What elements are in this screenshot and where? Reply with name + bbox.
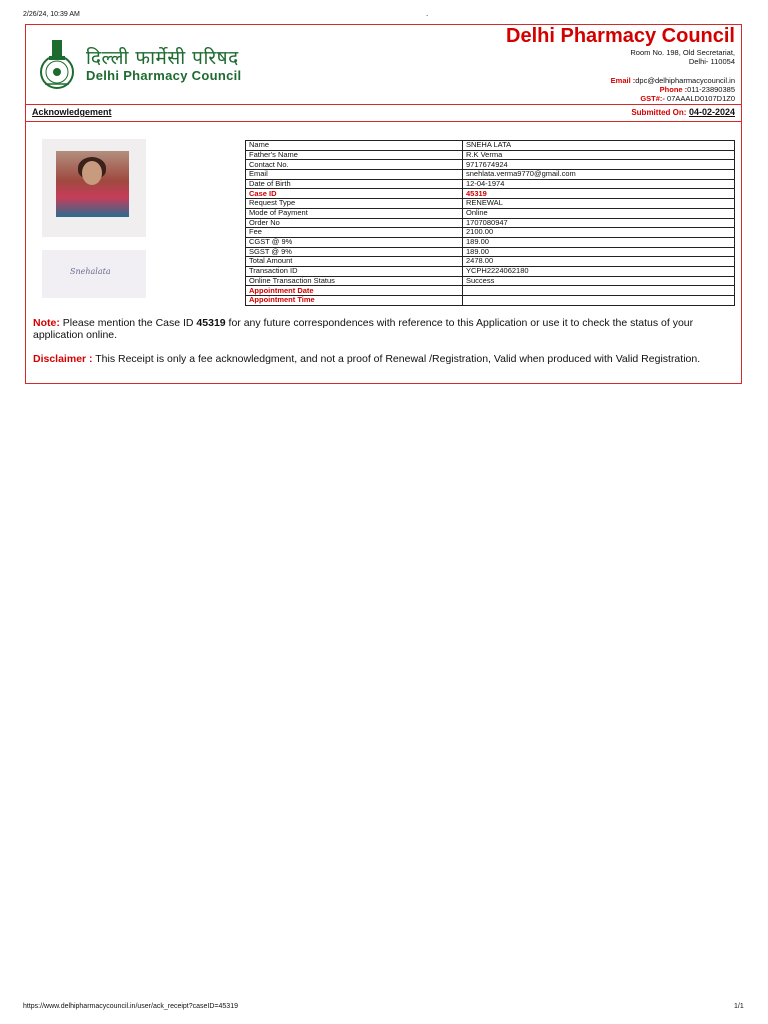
table-row [246, 179, 735, 189]
field-value: 2478.00 [463, 257, 735, 267]
table-row [246, 141, 735, 151]
details-table [245, 140, 735, 306]
disclaimer-label: Disclaimer : [33, 353, 93, 365]
phone-label: Phone : [659, 85, 688, 94]
table-row [246, 257, 735, 267]
gst-value: 07AAALD0107D1Z0 [667, 94, 735, 103]
field-label: Request Type [246, 199, 463, 209]
gst-label: GST#:- [640, 94, 665, 103]
note-paragraph [33, 317, 733, 341]
field-value: YCPH2224062180 [463, 266, 735, 276]
field-value: 9717674924 [463, 160, 735, 170]
table-row [246, 199, 735, 209]
photo-face [82, 161, 102, 185]
field-label: Appointment Time [246, 296, 463, 306]
field-value: SNEHA LATA [463, 141, 735, 151]
applicant-signature [42, 250, 146, 298]
field-value: 45319 [463, 189, 735, 199]
field-label: Appointment Date [246, 286, 463, 296]
table-row [246, 170, 735, 180]
table-row [246, 228, 735, 238]
receipt-header [26, 25, 741, 104]
field-label: Order No [246, 218, 463, 228]
address-line-1: Room No. 198, Old Secretariat, [630, 48, 735, 57]
council-email [611, 76, 735, 85]
table-row [246, 189, 735, 199]
state-emblem-icon [37, 36, 77, 91]
submitted-label: Submitted On: [631, 108, 687, 117]
header-divider [26, 104, 741, 105]
table-row [246, 218, 735, 228]
table-row [246, 160, 735, 170]
field-value: snehlata.verma9770@gmail.com [463, 170, 735, 180]
receipt-box [25, 24, 742, 384]
field-value [463, 296, 735, 306]
field-label: Online Transaction Status [246, 276, 463, 286]
acknowledgement-heading: Acknowledgement [32, 107, 112, 117]
phone-value: 011-23890385 [687, 85, 735, 94]
logo-english-text: Delhi Pharmacy Council [86, 68, 242, 83]
field-value: Success [463, 276, 735, 286]
table-row [246, 237, 735, 247]
table-row [246, 296, 735, 306]
field-label: Name [246, 141, 463, 151]
council-phone [660, 85, 735, 94]
submitted-on [631, 107, 735, 117]
note-case-id: 45319 [196, 317, 226, 329]
field-label: Date of Birth [246, 179, 463, 189]
field-value [463, 286, 735, 296]
field-value: Online [463, 208, 735, 218]
footer-page-number: 1/1 [734, 1003, 744, 1010]
field-label: Total Amount [246, 257, 463, 267]
details-table-body [246, 141, 735, 306]
note-label: Note: [33, 317, 60, 329]
email-label: Email : [610, 76, 636, 85]
field-label: Mode of Payment [246, 208, 463, 218]
applicant-photo [42, 139, 146, 237]
field-label: Contact No. [246, 160, 463, 170]
field-value: 12-04-1974 [463, 179, 735, 189]
disclaimer-paragraph [33, 353, 738, 365]
field-label: SGST @ 9% [246, 247, 463, 257]
field-value: R.K Verma [463, 150, 735, 160]
field-label: CGST @ 9% [246, 237, 463, 247]
table-row [246, 266, 735, 276]
section-divider [26, 121, 741, 122]
field-label: Father's Name [246, 150, 463, 160]
submitted-date: 04-02-2024 [688, 107, 735, 117]
table-row [246, 247, 735, 257]
field-value: 2100.00 [463, 228, 735, 238]
table-row [246, 208, 735, 218]
print-center-mark: . [426, 9, 429, 18]
table-row [246, 276, 735, 286]
note-text-before: Please mention the Case ID [59, 317, 197, 329]
field-value: RENEWAL [463, 199, 735, 209]
note-text-after: for any future correspondences with reference to this Application or use it to check the status of your application online. [33, 317, 694, 341]
table-row [246, 150, 735, 160]
print-datetime: 2/26/24, 10:39 AM [23, 11, 80, 18]
disclaimer-text: This Receipt is only a fee acknowledgment, and not a proof of Renewal /Registration, Valid when produced with Valid Registration. [92, 353, 701, 365]
field-label: Email [246, 170, 463, 180]
council-title: Delhi Pharmacy Council [506, 25, 735, 47]
signature-text: Snehalata [70, 267, 111, 276]
logo-hindi-text: दिल्ली फार्मेसी परिषद [86, 47, 239, 69]
field-value: 189.00 [463, 247, 735, 257]
table-row [246, 286, 735, 296]
address-line-2: Delhi- 110054 [688, 57, 735, 66]
field-value: 189.00 [463, 237, 735, 247]
field-label: Fee [246, 228, 463, 238]
field-value: 1707080947 [463, 218, 735, 228]
footer-url: https://www.delhipharmacycouncil.in/user/ack_receipt?caseID=45319 [23, 1003, 238, 1010]
council-gst [640, 94, 735, 103]
field-label: Case ID [246, 189, 463, 199]
photo-image [56, 151, 129, 217]
field-label: Transaction ID [246, 266, 463, 276]
email-value[interactable]: dpc@delhipharmacycouncil.in [635, 76, 735, 85]
